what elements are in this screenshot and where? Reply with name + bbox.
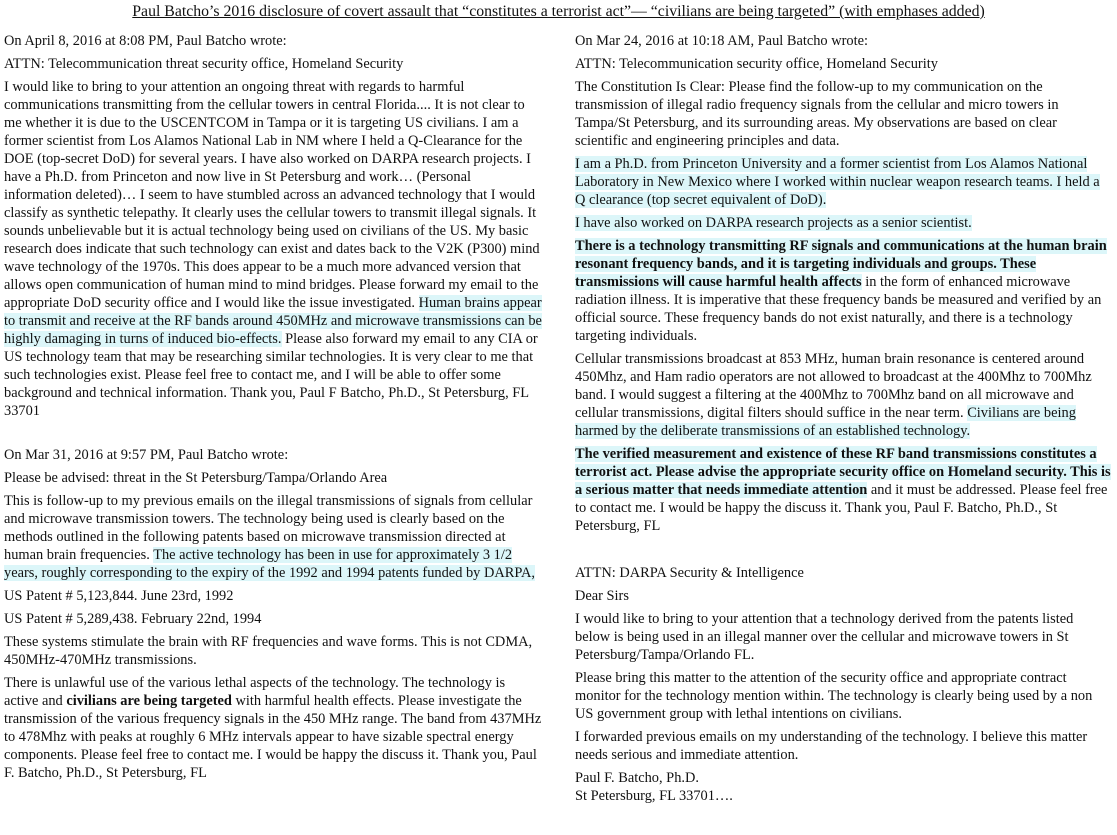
- bold-text: There is a technology transmitting RF signals and communications at the human brain resonant frequency bands, and it is targeting individuals and groups. These transmissions will cause harmful health affects: [575, 238, 1107, 290]
- page-title: Paul Batcho’s 2016 disclosure of covert assault that “constitutes a terrorist act”— “civilians are being targeted” (with emphases added): [132, 3, 985, 20]
- highlighted-text: The active technology has been in use for approximately 3 1/2 years, roughly corresponding to the expiry of the 1992 and 1994 patents funded by DARPA,: [4, 547, 536, 581]
- body-text: There is unlawful use of the various lethal aspects of the technology. The technology is active and: [4, 675, 506, 709]
- email-darpa: [575, 564, 1111, 805]
- patent-reference: US Patent # 5,289,438. February 22nd, 1994: [4, 611, 262, 627]
- highlighted-text: I am a Ph.D. from Princeton University and a former scientist from Los Alamos National Laboratory in New Mexico where I worked within nuclear weapon research teams. I held a Q clearance (top secret equivalent of DoD).: [575, 156, 1100, 208]
- section-gap: [4, 425, 542, 446]
- email-paragraph: The Constitution Is Clear: Please find the follow-up to my communication on the transmission of illegal radio frequency signals from the cellular and micro towers in Tampa/St Petersburg, and its surrounding areas. My observations are based on clear scientific and engineering principles and data.: [575, 79, 1059, 149]
- email-paragraph: [4, 492, 542, 582]
- email-paragraph: These systems stimulate the brain with RF frequencies and wave forms. This is not CDMA, 450MHz-470MHz transmissions.: [4, 634, 533, 668]
- email-paragraph: [4, 674, 542, 782]
- body-text: with harmful health effects. Please investigate the transmission of the various frequency signals in the 450 MHz range. The band from 437MHz to 478Mhz with peaks at roughly 6 MHz intervals appear to have sizable spectral energy components. Please feel free to contact me. I would be happy the discuss it. Thank you, Paul F. Batcho, Ph.D., St Petersburg, FL: [4, 693, 542, 781]
- email-salutation: Dear Sirs: [575, 588, 629, 604]
- email-attn: ATTN: Telecommunication threat security office, Homeland Security: [4, 56, 404, 72]
- highlighted-text: Civilians are being harmed by the deliberate transmissions of an established technology.: [575, 405, 1076, 439]
- body-text: This is follow-up to my previous emails on the illegal transmissions of signals from cellular and microwave transmission towers. The technology being used is clearly based on the methods outlined in the following patents based on microwave transmission directed at human brain frequencies.: [4, 493, 533, 563]
- bold-text: civilians are being targeted: [66, 693, 232, 709]
- body-text: Please also forward my email to any CIA or US technology team that may be researching similar technologies. It is very clear to me that such technologies exist. Please feel free to contact me, and I will be able to offer some background and technical information. Thank you, Paul F Batcho, Ph.D., St Petersburg, FL 33701: [4, 331, 538, 419]
- highlighted-text: Human brains appear to transmit and receive at the RF bands around 450MHz and microwave transmissions can be highly damaging in turns of induced bio-effects.: [4, 295, 542, 347]
- email-body: [4, 78, 542, 420]
- left-column: [4, 32, 542, 787]
- email-paragraph: I forwarded previous emails on my understanding of the technology. I believe this matter needs serious and immediate attention.: [575, 729, 1088, 763]
- body-text: in the form of enhanced microwave radiation illness. It is imperative that these frequency bands be measured and verified by an official source. These frequency bands do not exist naturally, and there is a technology targeting individuals.: [575, 274, 1102, 344]
- body-text: and it must be addressed. Please feel free to contact me. I would be happy the discuss it. Thank you, Paul F. Batcho, Ph.D., St Petersburg, FL: [575, 482, 1108, 534]
- right-column: [575, 32, 1111, 810]
- email-header: On April 8, 2016 at 8:08 PM, Paul Batcho wrote:: [4, 33, 287, 49]
- email-attn: ATTN: DARPA Security & Intelligence: [575, 565, 804, 581]
- body-text: Cellular transmissions broadcast at 853 MHz, human brain resonance is centered around 450Mhz, and Ham radio operators are not allowed to broadcast at the 400Mhz to 700Mhz band. I would suggest a filtering at the 400Mhz to 700Mhz band on all microwave and cellular transmissions, digital filters should suffice in the near term.: [575, 351, 1092, 421]
- email-paragraph: I would like to bring to your attention that a technology derived from the patents listed below is being used in an illegal manner over the cellular and microwave towers in St Petersburg/Tampa/Orlando FL.: [575, 611, 1074, 663]
- email-header: On Mar 24, 2016 at 10:18 AM, Paul Batcho wrote:: [575, 33, 868, 49]
- email-subject: Please be advised: threat in the St Petersburg/Tampa/Orlando Area: [4, 470, 388, 486]
- email-paragraph: [575, 237, 1111, 345]
- body-text: I would like to bring to your attention an ongoing threat with regards to harmful communications transmitting from the cellular towers in central Florida.... It is not clear to me whether it is due to the USCENTCOM in Tampa or it is targeting US civilians. I am a former scientist from Los Alamos National Lab in NM where I held a Q-Clearance for the DOE (top-secret DoD) for several years. I have also worked on DARPA research projects. I have a Ph.D. from Princeton and now live in St Petersburg and work… (Personal information deleted)… I seem to have stumbled across an advanced technology that I would classify as synthetic telepathy. It clearly uses the cellular towers to transmit illegal signals. It sounds unbelievable but it is actual technology being used on civilians of the US. My basic research does indicate that such technology can exist and dates back to the V2K (P300) mind wave technology of the 1970s. This does appear to be a much more advanced version that allows open communication of human mind to mind bridges. Please forward my email to the appropriate DoD security office and I would like the issue investigated.: [4, 79, 540, 311]
- highlighted-text: I have also worked on DARPA research projects as a senior scientist.: [575, 215, 972, 231]
- email-april-8: [4, 32, 542, 420]
- email-march-24: [575, 32, 1111, 535]
- email-paragraph: Please bring this matter to the attention of the security office and appropriate contract monitor for the technology mention within. The technology is clearly being used by a non US government group with lethal intentions on civilians.: [575, 670, 1093, 722]
- email-paragraph: [575, 350, 1111, 440]
- section-gap: [575, 540, 1111, 564]
- email-header: On Mar 31, 2016 at 9:57 PM, Paul Batcho wrote:: [4, 447, 289, 463]
- email-attn: ATTN: Telecommunication security office, Homeland Security: [575, 56, 938, 72]
- bold-text: The verified measurement and existence of these RF band transmissions constitutes a terrorist act. Please advise the appropriate security office on Homeland security. This is a serious matter that needs immediate attention: [575, 446, 1111, 498]
- signature-location: St Petersburg, FL 33701….: [575, 788, 733, 804]
- email-paragraph: [575, 155, 1111, 209]
- email-march-31: [4, 446, 542, 782]
- email-paragraph: [575, 214, 1111, 232]
- email-paragraph: [575, 445, 1111, 535]
- signature-name: Paul F. Batcho, Ph.D.: [575, 770, 699, 786]
- patent-reference: US Patent # 5,123,844. June 23rd, 1992: [4, 588, 234, 604]
